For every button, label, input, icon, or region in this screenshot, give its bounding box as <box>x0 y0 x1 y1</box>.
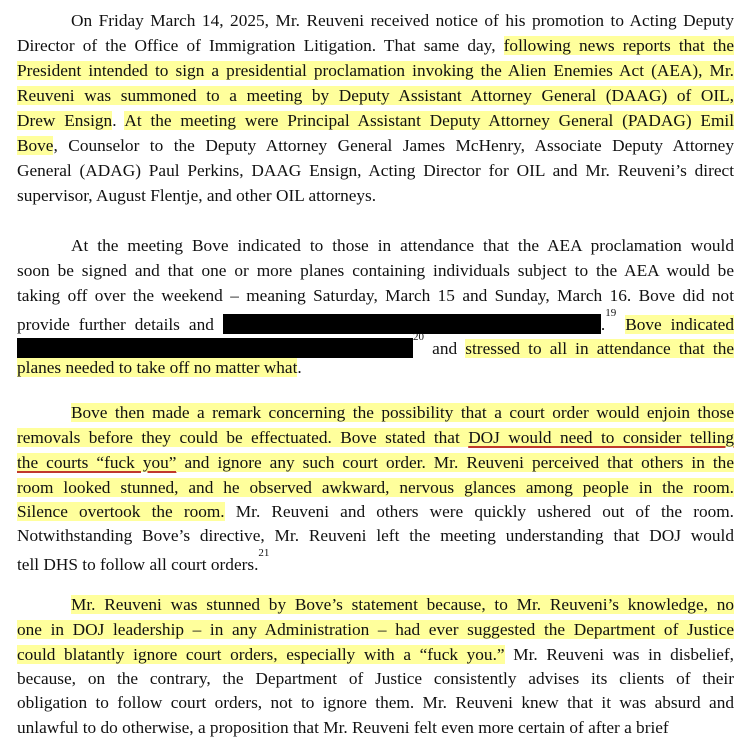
highlighted-text: Bove then made a remark concerning the possibility that a court order would enjoin those <box>71 403 734 422</box>
paragraph-3-line <box>71 401 734 425</box>
paragraph-4-line <box>17 618 734 642</box>
paragraph-1-line <box>17 159 734 183</box>
paragraph-4-line <box>17 667 734 691</box>
paragraph-3-line <box>17 476 734 500</box>
text-run: unlawful to do otherwise, a proposition that Mr. Reuveni felt even more certain of after a brief <box>17 718 669 737</box>
text-run: tell DHS to follow all court orders. <box>17 554 259 574</box>
paragraph-3-line <box>17 524 734 548</box>
text-run: Mr. Reuveni and others were quickly ushered out of the room. <box>224 502 735 521</box>
text-run: , Counselor to the Deputy Attorney General James McHenry, Associate Deputy Attorney <box>53 136 734 155</box>
highlighted-text: removals before they could be effectuated. Bove stated that <box>17 428 469 447</box>
paragraph-4-line <box>71 593 734 617</box>
text-run: . <box>297 358 302 377</box>
highlighted-text: Silence overtook the room. <box>17 502 225 521</box>
paragraph-3-line <box>17 451 734 475</box>
highlighted-text: Drew Ensign <box>17 111 113 130</box>
text-run: . <box>600 314 606 334</box>
text-run: soon be signed and that one or more planes containing individuals subject to the AEA would be <box>17 261 734 280</box>
text-run: taking off over the weekend – meaning Saturday, March 15 and Sunday, March 16. Bove did not <box>17 286 734 305</box>
redaction-block <box>17 338 413 358</box>
highlighted-text: room looked stunned, and he observed awkward, nervous glances among people in the room. <box>17 478 734 497</box>
paragraph-1-line <box>17 109 734 133</box>
highlighted-text: stressed to all in attendance that the <box>465 338 735 358</box>
redaction-block <box>223 314 601 334</box>
highlighted-text: Bove indicated <box>625 314 734 334</box>
text-run: Notwithstanding Bove’s directive, Mr. Reuveni left the meeting understanding that DOJ would <box>17 526 734 545</box>
paragraph-3-line <box>17 426 734 450</box>
text-run: Mr. Reuveni was in disbelief, <box>504 645 734 664</box>
text-run: General (ADAG) Paul Perkins, DAAG Ensign, Acting Director for OIL and Mr. Reuveni’s direct <box>17 161 734 180</box>
paragraph-1-line <box>17 84 734 108</box>
paragraph-4-line <box>17 716 734 740</box>
text-run: and <box>424 338 466 358</box>
highlighted-text: the courts “fuck you” <box>17 453 177 472</box>
text-run: At the meeting Bove indicated to those in attendance that the AEA proclamation would <box>71 236 734 255</box>
highlighted-text: planes needed to take off no matter what <box>17 358 298 377</box>
paragraph-1-line <box>17 134 734 158</box>
highlighted-text: Mr. Reuveni was stunned by Bove’s statement because, to Mr. Reuveni’s knowledge, no <box>71 595 734 614</box>
paragraph-4-line <box>17 643 734 667</box>
paragraph-1-line <box>17 184 734 208</box>
paragraph-1-line <box>71 9 734 33</box>
paragraph-3-line <box>17 548 734 572</box>
paragraph-2-line <box>17 332 734 356</box>
text-run: Director of the Office of Immigration Litigation. That same day, <box>17 36 504 55</box>
text-run: supervisor, August Flentje, and other OIL attorneys. <box>17 186 377 205</box>
text-run: because, on the contrary, the Department of Justice consistently advises its clients of their <box>17 669 734 688</box>
text-run <box>616 315 625 334</box>
text-run: obligation to follow court orders, not to ignore them. Mr. Reuveni knew that it was absurd and <box>17 693 734 712</box>
footnote-ref: 20 <box>413 331 424 343</box>
text-run: provide further details and <box>17 314 223 334</box>
highlighted-text: could blatantly ignore court orders, especially with a “fuck you.” <box>17 645 505 664</box>
paragraph-2-line <box>17 284 734 308</box>
paragraph-2-line <box>17 356 734 380</box>
footnote-ref: 19 <box>605 307 617 319</box>
paragraph-4-line <box>17 691 734 715</box>
highlighted-text: Reuveni was summoned to a meeting by Deputy Assistant Attorney General (DAAG) of OIL, <box>17 86 734 105</box>
highlighted-text: President intended to sign a presidential proclamation invoking the Alien Enemies Act (AEA), Mr. <box>17 61 734 80</box>
footnote-ref: 21 <box>258 547 270 559</box>
highlighted-text: following news reports that the <box>503 36 735 55</box>
highlighted-text: one in DOJ leadership – in any Administration – had ever suggested the Department of Justice <box>17 620 734 639</box>
text-run: . <box>112 111 125 130</box>
highlighted-text: and ignore any such court order. Mr. Reuveni perceived that others in the <box>176 453 734 472</box>
highlighted-text: Bove <box>17 136 54 155</box>
paragraph-3-line <box>17 500 734 524</box>
paragraph-1-line <box>17 34 734 58</box>
text-run: On Friday March 14, 2025, Mr. Reuveni received notice of his promotion to Acting Deputy <box>71 11 734 30</box>
paragraph-2-line <box>17 308 734 332</box>
highlighted-text: At the meeting were Principal Assistant Deputy Attorney General (PADAG) Emil <box>124 111 734 130</box>
paragraph-2-line <box>71 234 734 258</box>
paragraph-2-line <box>17 259 734 283</box>
paragraph-1-line <box>17 59 734 83</box>
highlighted-text: DOJ would need to consider telling <box>468 428 734 447</box>
